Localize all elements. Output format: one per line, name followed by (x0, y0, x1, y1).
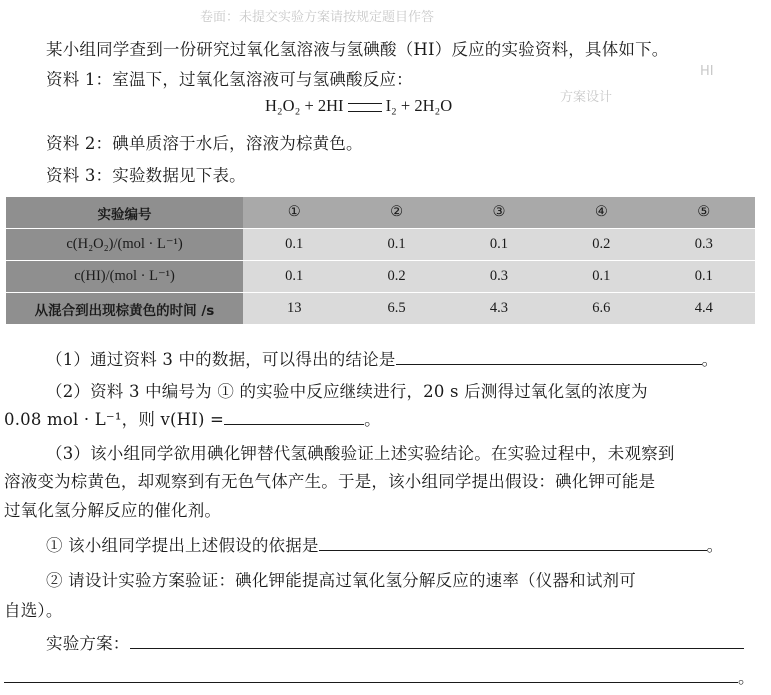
answer-blank[interactable] (130, 648, 744, 649)
table-cell: 0.1 (243, 261, 345, 293)
equation-right: I₂ + 2H₂O (385, 96, 453, 115)
material-2: 资料 2：碘单质溶于水后，溶液为棕黄色。 (46, 134, 363, 153)
table-row (6, 261, 755, 293)
answer-blank[interactable] (319, 550, 707, 551)
table-cell: 0.1 (243, 229, 345, 261)
question-3-line3: 过氧化氢分解反应的催化剂。 (4, 501, 222, 520)
experiment-plan (46, 630, 744, 654)
table-header-label: 实验编号 (6, 197, 243, 229)
table-cell: 4.4 (653, 293, 755, 325)
equation-left: H₂O₂ + 2HI (265, 96, 344, 115)
experiment-number: ③ (448, 197, 550, 229)
row-label: c(H₂O₂)/(mol · L⁻¹) (6, 229, 243, 261)
row-label: 从混合到出现棕黄色的时间 /s (6, 293, 243, 325)
table-row (6, 229, 755, 261)
answer-blank[interactable] (396, 364, 702, 365)
question-1-end: 。 (701, 350, 719, 369)
question-1-text: （1）通过资料 3 中的数据，可以得出的结论是 (46, 350, 396, 369)
experiment-number: ① (243, 197, 345, 229)
table-cell: 0.3 (448, 261, 550, 293)
intro-text: 某小组同学查到一份研究过氧化氢溶液与氢碘酸（HI）反应的实验资料，具体如下。 (46, 40, 669, 59)
equals-sign-icon (348, 103, 382, 112)
table-cell: 6.6 (550, 293, 652, 325)
sub-question-1 (46, 532, 723, 556)
question-3-line2: 溶液变为棕黄色，却观察到有无色气体产生。于是，该小组同学提出假设：碘化钾可能是 (4, 472, 656, 491)
bleed-through-text: 卷面：未提交实验方案请按规定题目作答 (200, 10, 435, 25)
sub-question-1-end: 。 (706, 536, 724, 555)
experiment-plan-label: 实验方案： (46, 634, 130, 653)
experiment-number: ④ (550, 197, 652, 229)
sub-question-2-line1: ② 请设计实验方案验证：碘化钾能提高过氧化氢分解反应的速率（仪器和试剂可 (46, 571, 636, 590)
question-2-line2 (4, 406, 381, 430)
bleed-through-text: HI (700, 64, 714, 79)
experiment-number: ⑤ (653, 197, 755, 229)
experiment-number: ② (345, 197, 447, 229)
table-cell: 0.2 (345, 261, 447, 293)
table-cell: 0.1 (448, 229, 550, 261)
material-1: 资料 1：室温下，过氧化氢溶液可与氢碘酸反应： (46, 70, 413, 89)
experiment-plan-line2 (4, 664, 755, 688)
table-cell: 6.5 (345, 293, 447, 325)
table-row (6, 293, 755, 325)
question-1 (46, 346, 718, 370)
table-cell: 0.1 (345, 229, 447, 261)
table-header-row (6, 197, 755, 229)
table-cell: 4.3 (448, 293, 550, 325)
sub-question-2-line2: 自选）。 (4, 601, 63, 620)
table-cell: 13 (243, 293, 345, 325)
table-cell: 0.1 (550, 261, 652, 293)
reaction-equation (265, 96, 452, 116)
table-cell: 0.2 (550, 229, 652, 261)
question-2: （2）资料 3 中编号为 ① 的实验中反应继续进行，20 s 后测得过氧化氢的浓度为 (46, 382, 648, 401)
row-label: c(HI)/(mol · L⁻¹) (6, 261, 243, 293)
table-cell: 0.1 (653, 261, 755, 293)
bleed-through-text: 方案设计 (560, 90, 613, 105)
experiment-data-table (6, 196, 755, 325)
question-2-formula: 0.08 mol · L⁻¹，则 v(HI) = (4, 410, 225, 429)
answer-blank[interactable] (224, 424, 364, 425)
sub-question-1-text: ① 该小组同学提出上述假设的依据是 (46, 536, 319, 555)
material-3: 资料 3：实验数据见下表。 (46, 166, 246, 185)
question-2-end: 。 (364, 410, 381, 429)
answer-blank[interactable] (4, 682, 738, 683)
experiment-plan-end: 。 (738, 668, 755, 687)
question-3-line1: （3）该小组同学欲用碘化钾替代氢碘酸验证上述实验结论。在实验过程中，未观察到 (46, 444, 675, 463)
table-cell: 0.3 (653, 229, 755, 261)
